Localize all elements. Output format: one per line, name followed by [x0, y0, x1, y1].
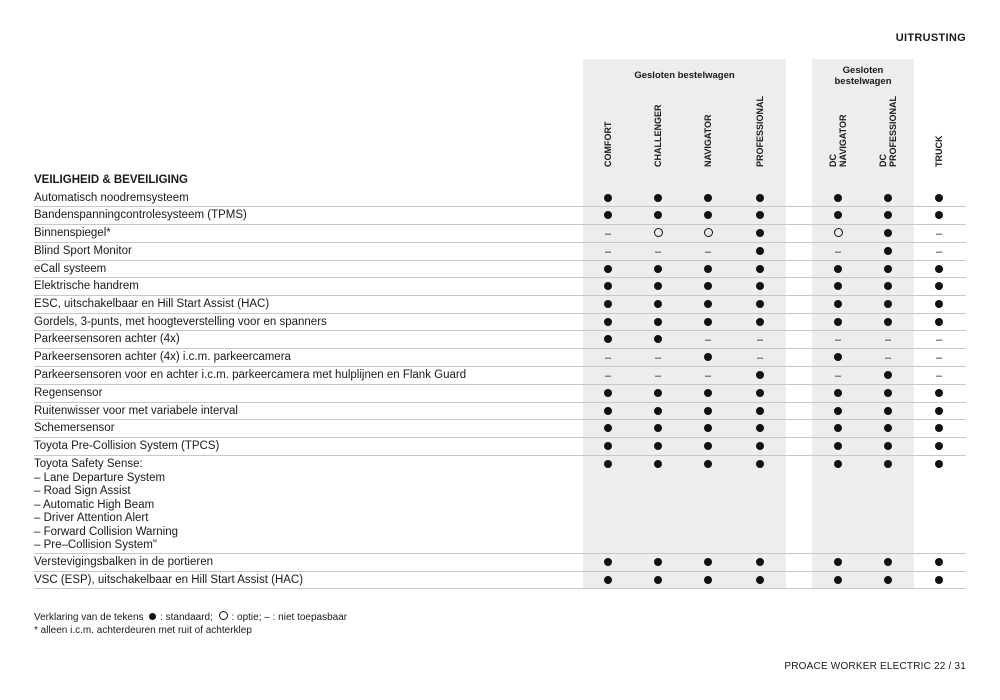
row-label: Ruitenwisser voor met variabele interval	[34, 405, 238, 417]
not-applicable-dash: –	[604, 228, 612, 240]
row-label: ESC, uitschakelbaar en Hill Start Assist (HAC)	[34, 298, 270, 310]
legend-prefix: Verklaring van de tekens	[34, 612, 144, 623]
table-row	[34, 367, 966, 385]
standard-dot-icon	[598, 264, 618, 276]
table-row	[34, 331, 966, 349]
standard-dot-icon	[878, 246, 898, 258]
standard-dot-icon	[929, 317, 949, 329]
standard-dot-icon	[828, 423, 848, 435]
standard-dot-icon	[598, 406, 618, 418]
option-ring-icon	[828, 228, 848, 240]
table-row	[34, 225, 966, 243]
standard-dot-icon	[878, 406, 898, 418]
section-title: VEILIGHEID & BEVEILIGING	[34, 174, 188, 186]
standard-dot-icon	[929, 193, 949, 205]
legend-standard: : standaard;	[160, 612, 213, 623]
table-row	[34, 243, 966, 261]
standard-dot-icon	[750, 406, 770, 418]
not-applicable-dash: –	[834, 334, 842, 346]
not-applicable-dash: –	[884, 352, 892, 364]
table-row	[34, 349, 966, 367]
not-applicable-dash: –	[704, 246, 712, 258]
standard-dot-icon	[828, 441, 848, 453]
row-label: Elektrische handrem	[34, 280, 139, 292]
standard-dot-icon	[878, 210, 898, 222]
standard-dot-icon	[750, 299, 770, 311]
table-row	[34, 385, 966, 403]
standard-dot-icon	[750, 459, 770, 471]
standard-dot-icon	[878, 193, 898, 205]
standard-dot-icon	[878, 281, 898, 293]
standard-dot-icon	[648, 210, 668, 222]
standard-dot-icon	[750, 557, 770, 569]
standard-dot-icon	[878, 264, 898, 276]
standard-dot-icon	[878, 459, 898, 471]
standard-dot-icon	[828, 575, 848, 587]
standard-dot-icon	[698, 423, 718, 435]
legend-na: – : niet toepasbaar	[264, 612, 348, 623]
row-label: Parkeersensoren achter (4x) i.c.m. parkeercamera	[34, 351, 291, 363]
column-header: NAVIGATOR	[703, 114, 713, 167]
column-header: CHALLENGER	[653, 104, 663, 167]
standard-dot-icon	[878, 370, 898, 382]
option-ring-icon	[219, 611, 228, 620]
group-header-2: Gesloten bestelwagen	[834, 65, 892, 87]
group-header-1: Gesloten bestelwagen	[634, 70, 735, 81]
standard-dot-icon	[828, 193, 848, 205]
standard-dot-icon	[828, 210, 848, 222]
row-label: Blind Sport Monitor	[34, 245, 132, 257]
standard-dot-icon	[648, 406, 668, 418]
row-label: Toyota Safety Sense: – Lane Departure System – Road Sign Assist – Automatic High Beam – Driver Attention Alert – Forward Collision Warning – Pre–Collision System"	[34, 458, 179, 551]
standard-dot-icon	[828, 459, 848, 471]
not-applicable-dash: –	[756, 352, 764, 364]
standard-dot-icon	[698, 557, 718, 569]
row-label: eCall systeem	[34, 263, 107, 275]
row-label: Verstevigingsbalken in de portieren	[34, 556, 214, 568]
table-row	[34, 207, 966, 225]
table-row	[34, 438, 966, 456]
column-header: TRUCK	[934, 135, 944, 167]
not-applicable-dash: –	[604, 370, 612, 382]
legend-note: * alleen i.c.m. achterdeuren met ruit of achterklep	[34, 625, 252, 636]
standard-dot-icon	[648, 423, 668, 435]
standard-dot-icon	[598, 334, 618, 346]
standard-dot-icon	[698, 575, 718, 587]
standard-dot-icon	[929, 459, 949, 471]
standard-dot-icon	[750, 370, 770, 382]
row-label: Binnenspiegel*	[34, 227, 111, 239]
standard-dot-icon	[698, 317, 718, 329]
standard-dot-icon	[828, 281, 848, 293]
standard-dot-icon	[698, 264, 718, 276]
standard-dot-icon	[750, 441, 770, 453]
not-applicable-dash: –	[654, 352, 662, 364]
table-row	[34, 403, 966, 420]
standard-dot-icon	[828, 406, 848, 418]
standard-dot-icon	[598, 299, 618, 311]
standard-dot-icon	[698, 406, 718, 418]
standard-dot-icon	[750, 423, 770, 435]
standard-dot-icon	[878, 441, 898, 453]
standard-dot-icon	[598, 423, 618, 435]
not-applicable-dash: –	[935, 246, 943, 258]
standard-dot-icon	[828, 352, 848, 364]
standard-dot-icon	[750, 388, 770, 400]
table-row	[34, 261, 966, 278]
standard-dot-icon	[929, 299, 949, 311]
standard-dot-icon	[828, 264, 848, 276]
standard-dot-icon	[598, 281, 618, 293]
table-row	[34, 314, 966, 331]
standard-dot-icon	[598, 317, 618, 329]
table-row	[34, 296, 966, 314]
standard-dot-icon	[750, 228, 770, 240]
standard-dot-icon	[929, 557, 949, 569]
standard-dot-icon	[648, 334, 668, 346]
table-row	[34, 278, 966, 296]
standard-dot-icon	[750, 575, 770, 587]
standard-dot-icon	[598, 557, 618, 569]
option-ring-icon	[648, 228, 668, 240]
standard-dot-icon	[929, 575, 949, 587]
column-header: DC PROFESSIONAL	[878, 95, 898, 167]
row-label: Parkeersensoren achter (4x)	[34, 333, 180, 345]
column-header: PROFESSIONAL	[755, 95, 765, 167]
not-applicable-dash: –	[654, 370, 662, 382]
standard-dot-icon	[828, 557, 848, 569]
row-label: Gordels, 3-punts, met hoogteverstelling voor en spanners	[34, 316, 327, 328]
standard-dot-icon	[878, 557, 898, 569]
standard-dot-icon	[598, 441, 618, 453]
row-label: Automatisch noodremsysteem	[34, 192, 189, 204]
standard-dot-icon	[648, 575, 668, 587]
standard-dot-icon	[648, 281, 668, 293]
standard-dot-icon	[648, 264, 668, 276]
standard-dot-icon	[698, 299, 718, 311]
not-applicable-dash: –	[935, 352, 943, 364]
not-applicable-dash: –	[704, 370, 712, 382]
standard-dot-icon	[648, 459, 668, 471]
not-applicable-dash: –	[935, 334, 943, 346]
standard-dot-icon	[698, 281, 718, 293]
row-label: Toyota Pre-Collision System (TPCS)	[34, 440, 220, 452]
row-label: Bandenspanningcontrolesysteem (TPMS)	[34, 209, 247, 221]
standard-dot-icon	[648, 557, 668, 569]
standard-dot-icon	[598, 459, 618, 471]
standard-dot-icon	[878, 299, 898, 311]
row-label: VSC (ESP), uitschakelbaar en Hill Start Assist (HAC)	[34, 574, 304, 586]
legend	[34, 611, 347, 637]
table-row	[34, 456, 966, 554]
standard-dot-icon	[648, 317, 668, 329]
standard-dot-icon	[698, 441, 718, 453]
standard-dot-icon	[698, 459, 718, 471]
standard-dot-icon	[750, 264, 770, 276]
standard-dot-icon	[929, 264, 949, 276]
standard-dot-icon	[698, 388, 718, 400]
standard-dot-icon	[878, 575, 898, 587]
standard-dot-icon	[698, 352, 718, 364]
column-header: COMFORT	[603, 121, 613, 167]
not-applicable-dash: –	[884, 334, 892, 346]
row-label: Regensensor	[34, 387, 103, 399]
section-heading: UITRUSTING	[895, 32, 966, 44]
not-applicable-dash: –	[654, 246, 662, 258]
row-label: Schemersensor	[34, 422, 115, 434]
table-row	[34, 190, 966, 207]
not-applicable-dash: –	[834, 370, 842, 382]
standard-dot-icon	[878, 423, 898, 435]
standard-dot-icon	[929, 423, 949, 435]
not-applicable-dash: –	[704, 334, 712, 346]
standard-dot-icon	[828, 299, 848, 311]
standard-dot-icon	[750, 246, 770, 258]
standard-dot-icon	[929, 388, 949, 400]
option-ring-icon	[698, 228, 718, 240]
standard-dot-icon	[598, 210, 618, 222]
legend-option: : optie;	[231, 612, 262, 623]
standard-dot-icon	[828, 388, 848, 400]
standard-dot-icon	[878, 317, 898, 329]
standard-dot-icon	[929, 281, 949, 293]
standard-dot-icon	[878, 228, 898, 240]
page-footer: PROACE WORKER ELECTRIC 22 / 31	[784, 661, 966, 672]
standard-dot-icon	[698, 210, 718, 222]
not-applicable-dash: –	[834, 246, 842, 258]
row-label: Parkeersensoren voor en achter i.c.m. parkeercamera met hulplijnen en Flank Guard	[34, 369, 467, 381]
table-row	[34, 572, 966, 589]
standard-dot-icon	[929, 406, 949, 418]
not-applicable-dash: –	[604, 352, 612, 364]
standard-dot-icon	[929, 441, 949, 453]
not-applicable-dash: –	[604, 246, 612, 258]
table-row	[34, 420, 966, 438]
standard-dot-icon	[750, 193, 770, 205]
standard-dot-icon	[149, 613, 156, 620]
standard-dot-icon	[598, 575, 618, 587]
standard-dot-icon	[648, 388, 668, 400]
standard-dot-icon	[598, 193, 618, 205]
not-applicable-dash: –	[935, 228, 943, 240]
standard-dot-icon	[648, 193, 668, 205]
column-header: DC NAVIGATOR	[828, 114, 848, 167]
not-applicable-dash: –	[935, 370, 943, 382]
standard-dot-icon	[828, 317, 848, 329]
standard-dot-icon	[929, 210, 949, 222]
standard-dot-icon	[598, 388, 618, 400]
standard-dot-icon	[648, 441, 668, 453]
standard-dot-icon	[698, 193, 718, 205]
table-row	[34, 554, 966, 572]
standard-dot-icon	[750, 317, 770, 329]
standard-dot-icon	[750, 210, 770, 222]
legend-symbols	[34, 611, 347, 624]
not-applicable-dash: –	[756, 334, 764, 346]
standard-dot-icon	[750, 281, 770, 293]
standard-dot-icon	[878, 388, 898, 400]
standard-dot-icon	[648, 299, 668, 311]
